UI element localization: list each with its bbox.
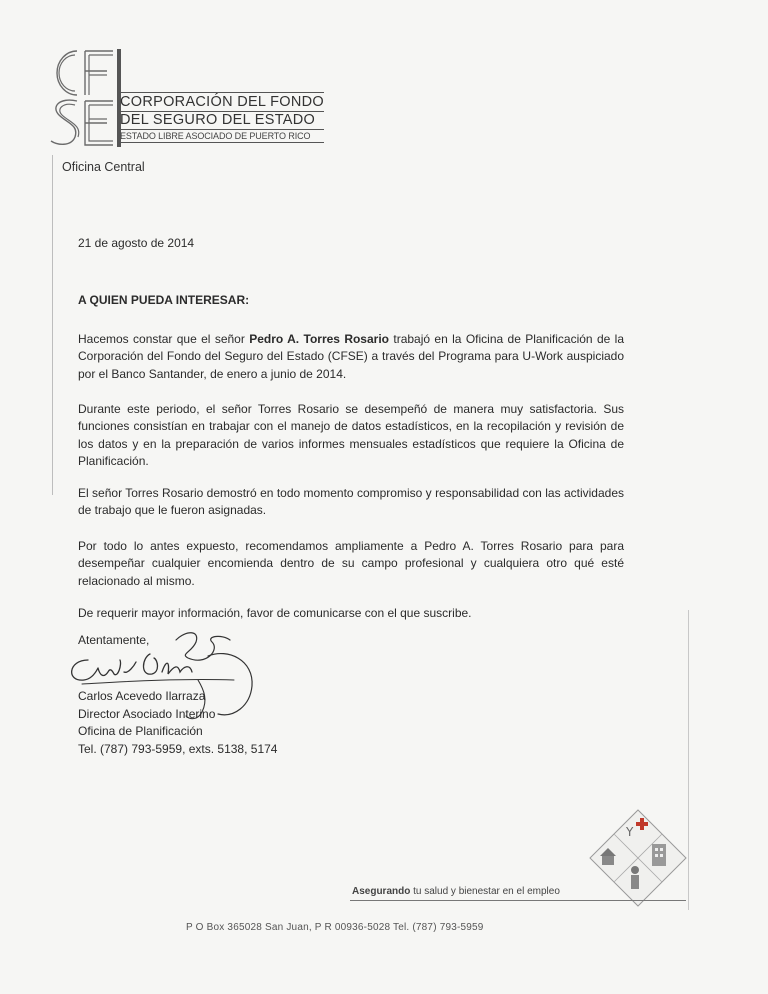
letter-date: 21 de agosto de 2014 [78, 236, 195, 250]
office-name: Oficina Central [62, 160, 145, 174]
signer-name: Carlos Acevedo Ilarraza [78, 689, 206, 703]
tagline-rest: tu salud y bienestar en el empleo [410, 886, 560, 897]
footer-address: P O Box 365028 San Juan, P R 00936-5028 Tel. (787) 793-5959 [186, 922, 484, 933]
paragraph-2: Durante este periodo, el señor Torres Rosario se desempeñó de manera muy satisfactoria. Sus funciones consistían en trabajar con el manejo de datos estadísticos, en la recopilación y revisión de los datos y en la preparación de varios informes mensuales estadísticos que requiere la Oficina de Planificación. [78, 402, 624, 468]
org-name-line-2: DEL SEGURO DEL ESTADO [118, 111, 324, 129]
tagline-rule [350, 900, 686, 901]
salutation: A QUIEN PUEDA INTERESAR: [78, 293, 250, 307]
paragraph-1-intro: Hacemos constar que el señor [78, 332, 250, 346]
signer-title: Director Asociado Interino [78, 706, 216, 721]
paragraph-1 [78, 331, 624, 383]
paragraph-4: Por todo lo antes expuesto, recomendamos ampliamente a Pedro A. Torres Rosario para para desempeñar cualquier encomienda dentro de su campo profesional y cualquiera otro qué esté relacionado al mismo. [78, 539, 624, 588]
paragraph-5: De requerir mayor información, favor de comunicarse con el que suscribe. [78, 606, 472, 620]
wellness-emblem-icon [588, 808, 688, 908]
paragraph-3: El señor Torres Rosario demostró en todo momento compromiso y responsabilidad con las actividades de trabajo que le fueron asignadas. [78, 486, 624, 518]
left-margin-rule [52, 155, 53, 495]
organization-name-block [118, 92, 324, 143]
signature-block [78, 688, 277, 758]
signer-office: Oficina de Planificación [78, 724, 203, 738]
employee-name: Pedro A. Torres Rosario [249, 332, 389, 346]
cfse-logo-icon [45, 45, 125, 150]
right-margin-rule [688, 610, 689, 910]
org-name-line-1: CORPORACIÓN DEL FONDO [120, 94, 324, 110]
footer-tagline [352, 886, 560, 897]
tagline-bold: Asegurando [352, 886, 411, 897]
signer-phone: Tel. (787) 793-5959, exts. 5138, 5174 [78, 741, 278, 756]
svg-text:Y: Y [626, 825, 634, 839]
paragraph-1-rest: trabajó en la Oficina de Planificación de la Corporación del Fondo del Seguro del Estado (CFSE) a través del Programa para U-Work auspiciado por el Banco Santander, de enero a junio de 2014. [78, 332, 624, 381]
org-name-line-3: ESTADO LIBRE ASOCIADO DE PUERTO RICO [118, 129, 324, 143]
closing: Atentamente, [78, 633, 150, 647]
